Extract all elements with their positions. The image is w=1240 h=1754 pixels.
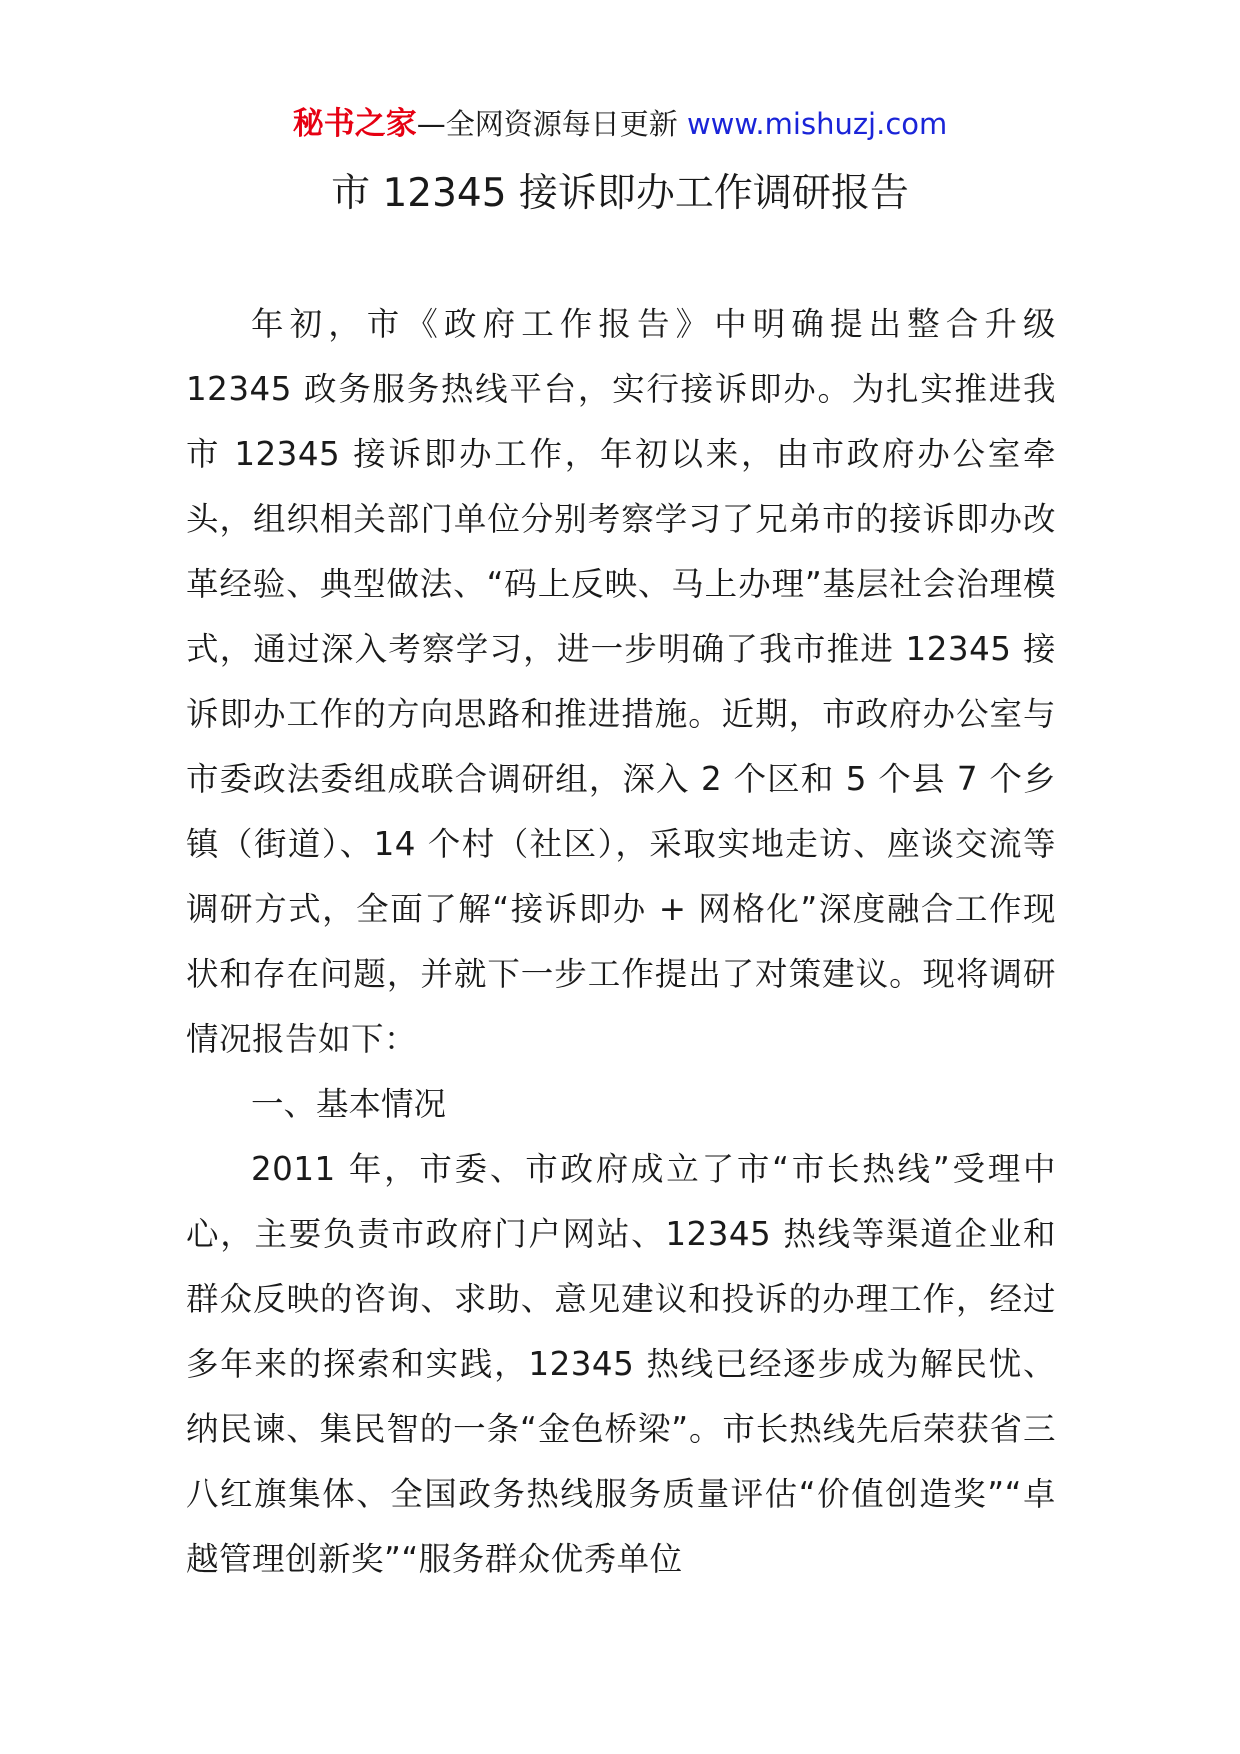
document-title: 市 12345 接诉即办工作调研报告 (331, 171, 909, 216)
banner-tagline: —全网资源每日更新 (416, 107, 687, 141)
site-banner (0, 104, 1240, 144)
basic-situation-paragraph: 2011 年，市委、市政府成立了市“市长热线”受理中心，主要负责市政府门户网站、12345 热线等渠道企业和群众反映的咨询、求助、意见建议和投诉的办理工作，经过多年来的探索和实践，12345 热线已经逐步成为解民忧、纳民谏、集民智的一条“金色桥梁”。市长热线先后荣获省三八红旗集体、全国政务热线服务质量评估“价值创造奖”“卓越管理创新奖”“服务群众优秀单位 (186, 1150, 1056, 1578)
document-body (186, 292, 1056, 1592)
section-heading-basic-situation: 一、基本情况 (251, 1085, 447, 1123)
intro-paragraph: 年初，市《政府工作报告》中明确提出整合升级 12345 政务服务热线平台，实行接诉即办。为扎实推进我市 12345 接诉即办工作，年初以来，由市政府办公室牵头，组织相关部门单位分别考察学习了兄弟市的接诉即办改革经验、典型做法、“码上反映、马上办理”基层社会治理模式，通过深入考察学习，进一步明确了我市推进 12345 接诉即办工作的方向思路和推进措施。近期，市政府办公室与市委政法委组成联合调研组，深入 2 个区和 5 个县 7 个乡镇（街道）、14 个村（社区），采取实地走访、座谈交流等调研方式，全面了解“接诉即办 + 网格化”深度融合工作现状和存在问题，并就下一步工作提出了对策建议。现将调研情况报告如下： (186, 305, 1056, 1058)
site-url-link[interactable]: www.mishuzj.com (686, 107, 948, 141)
brand-name: 秘书之家 (292, 106, 417, 142)
